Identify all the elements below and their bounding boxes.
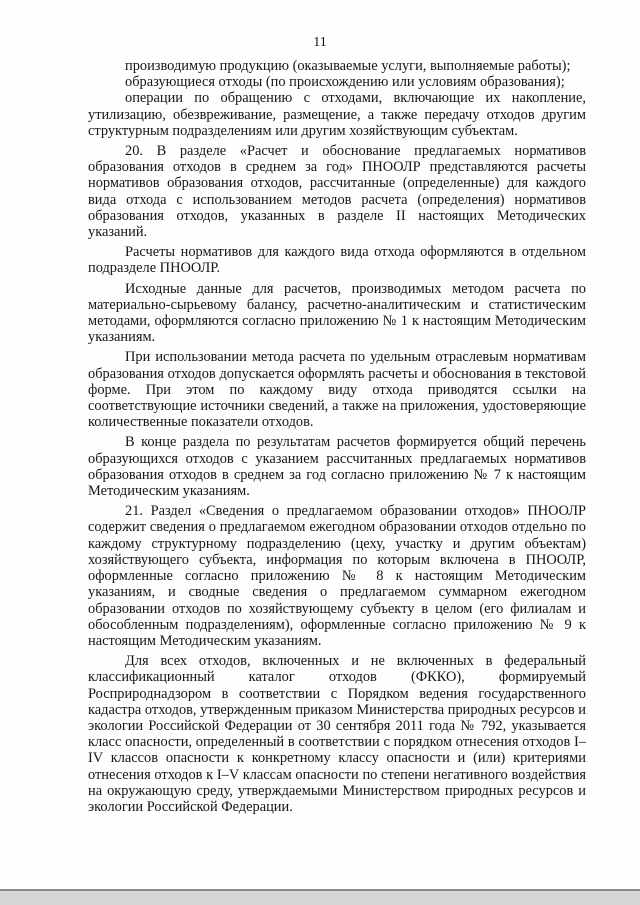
paragraph-separate-subsection: Расчеты нормативов для каждого вида отхода оформляются в отдельном подразделе ПНООЛР. [88,244,586,277]
paragraph-section-21: 21. Раздел «Сведения о предлагаемом образовании отходов» ПНООЛР содержит сведения о предлагаемом ежегодном образовании отходов отдельно по каждому структурному подразделению (цеху, участку и другим объектам) хозяйствующего субъекта, информация по которым включена в ПНООЛР, оформленные согласно приложению № 8 к настоящим Методическим указаниям, и сводные сведения о предлагаемом суммарном ежегодном образовании отходов по хозяйствующему субъекту в целом (его филиалам и обособленным подразделениям), оформленные согласно приложению № 9 к настоящим Методическим указаниям. [88,503,586,649]
page-bottom-band [0,891,640,905]
paragraph-generated-waste: образующиеся отходы (по происхождению или условиям образования); [125,74,565,91]
paragraph-products-services: производимую продукцию (оказываемые услуги, выполняемые работы); [125,58,571,74]
paragraph-specific-norms: При использовании метода расчета по удельным отраслевым нормативам образования отходов допускается оформлять расчеты и обоснования в текстовой форме. При этом по каждому виду отхода приводятся ссылки на соответствующие источники сведений, а также на приложения, удостоверяющие количественные показатели отходов. [88,349,586,431]
page-number: 11 [313,35,327,50]
document-body [88,58,586,815]
paragraph-waste-operations: операции по обращению с отходами, включающие их накопление, утилизацию, обезвреживание, размещение, а также передачу отходов другим структурным подразделениям или другим хозяйствующим субъектам. [88,90,586,139]
paragraph-section-20: 20. В разделе «Расчет и обоснование предлагаемых нормативов образования отходов в среднем за год» ПНООЛР представляются расчеты нормативов образования отходов, рассчитанные (определенные) для каждого вида отхода с использованием методов расчета (определения) нормативов образования отходов, указанных в разделе II настоящих Методических указаний. [88,143,586,241]
paragraph-input-data: Исходные данные для расчетов, производимых методом расчета по материально-сырьевому балансу, расчетно-аналитическим и статистическим методами, оформляются согласно приложению № 1 к настоящим Методическим указаниям. [88,280,586,346]
paragraph-hazard-class: Для всех отходов, включенных и не включенных в федеральный классификационный каталог отходов (ФККО), формируемый Росприроднадзором в соответствии с Порядком ведения государственного кадастра отходов, утвержденным приказом Министерства природных ресурсов и экологии Российской Федерации от 30 сентября 2011 года № 792, указывается класс опасности, определенный в соответствии с порядком отнесения отходов I–IV классов опасности к конкретному классу опасности и (или) критериями отнесения отходов к I–V классам опасности по степени негативного воздействия на окружающую среду, утверждаемыми Министерством природных ресурсов и экологии Российской Федерации. [88,653,587,815]
paragraph-general-list: В конце раздела по результатам расчетов формируется общий перечень образующихся отходов с указанием рассчитанных предлагаемых нормативов образования отходов в среднем за год согласно приложению № 7 к настоящим Методическим указаниям. [88,434,586,500]
